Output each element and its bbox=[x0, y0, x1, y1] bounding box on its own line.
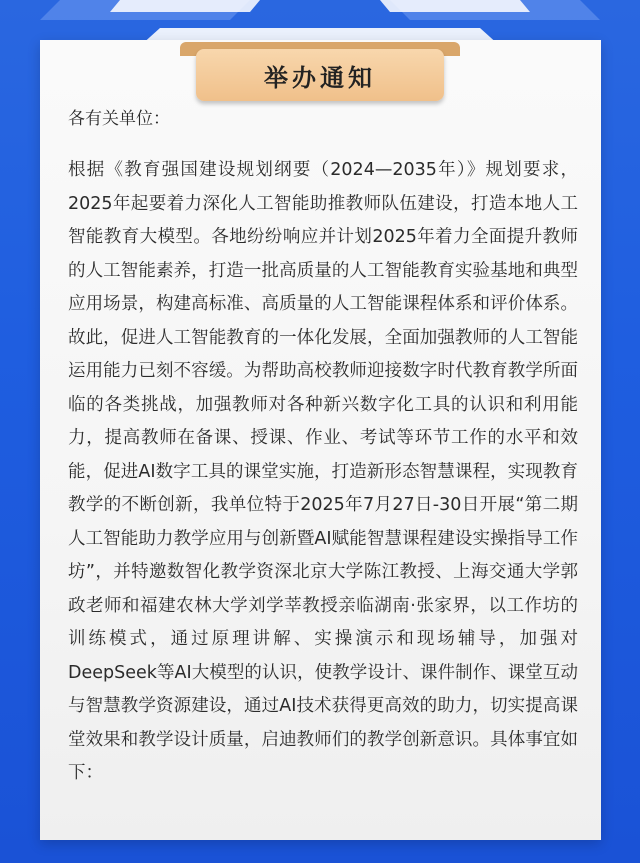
notice-body: 根据《教育强国建设规划纲要（2024—2035年）》规划要求，2025年起要着力深化人工智能助推教师队伍建设，打造本地人工智能教育大模型。各地纷纷响应并计划2025年着力全面提升教师的人工智能素养，打造一批高质量的人工智能教育实验基地和典型应用场景，构建高标准、高质量的人工智能课程体系和评价体系。故此，促进人工智能教育的一体化发展，全面加强教师的人工智能运用能力已刻不容缓。为帮助高校教师迎接数字时代教育教学所面临的各类挑战，加强教师对各种新兴数字化工具的认识和利用能力，提高教师在备课、授课、作业、考试等环节工作的水平和效能，促进AI数字工具的课堂实施，打造新形态智慧课程，实现教育教学的不断创新，我单位特于2025年7月27日-30日开展“第二期人工智能助力教学应用与创新暨AI赋能智慧课程建设实操指导工作坊”，并特邀数智化教学资深北京大学陈江教授、上海交通大学郭政老师和福建农林大学刘学莘教授亲临湖南·张家界，以工作坊的训练模式，通过原理讲解、实操演示和现场辅导，加强对DeepSeek等AI大模型的认识，使教学设计、课件制作、课堂互动与智慧教学资源建设，通过AI技术获得更高效的助力，切实提高课堂效果和教学设计质量，启迪教师们的教学创新意识。具体事宜如下： bbox=[68, 160, 578, 783]
bottom-edge bbox=[40, 840, 601, 863]
notice-title: 举办通知 bbox=[264, 63, 376, 92]
title-banner bbox=[196, 49, 444, 101]
salutation: 各有关单位： bbox=[68, 109, 170, 129]
